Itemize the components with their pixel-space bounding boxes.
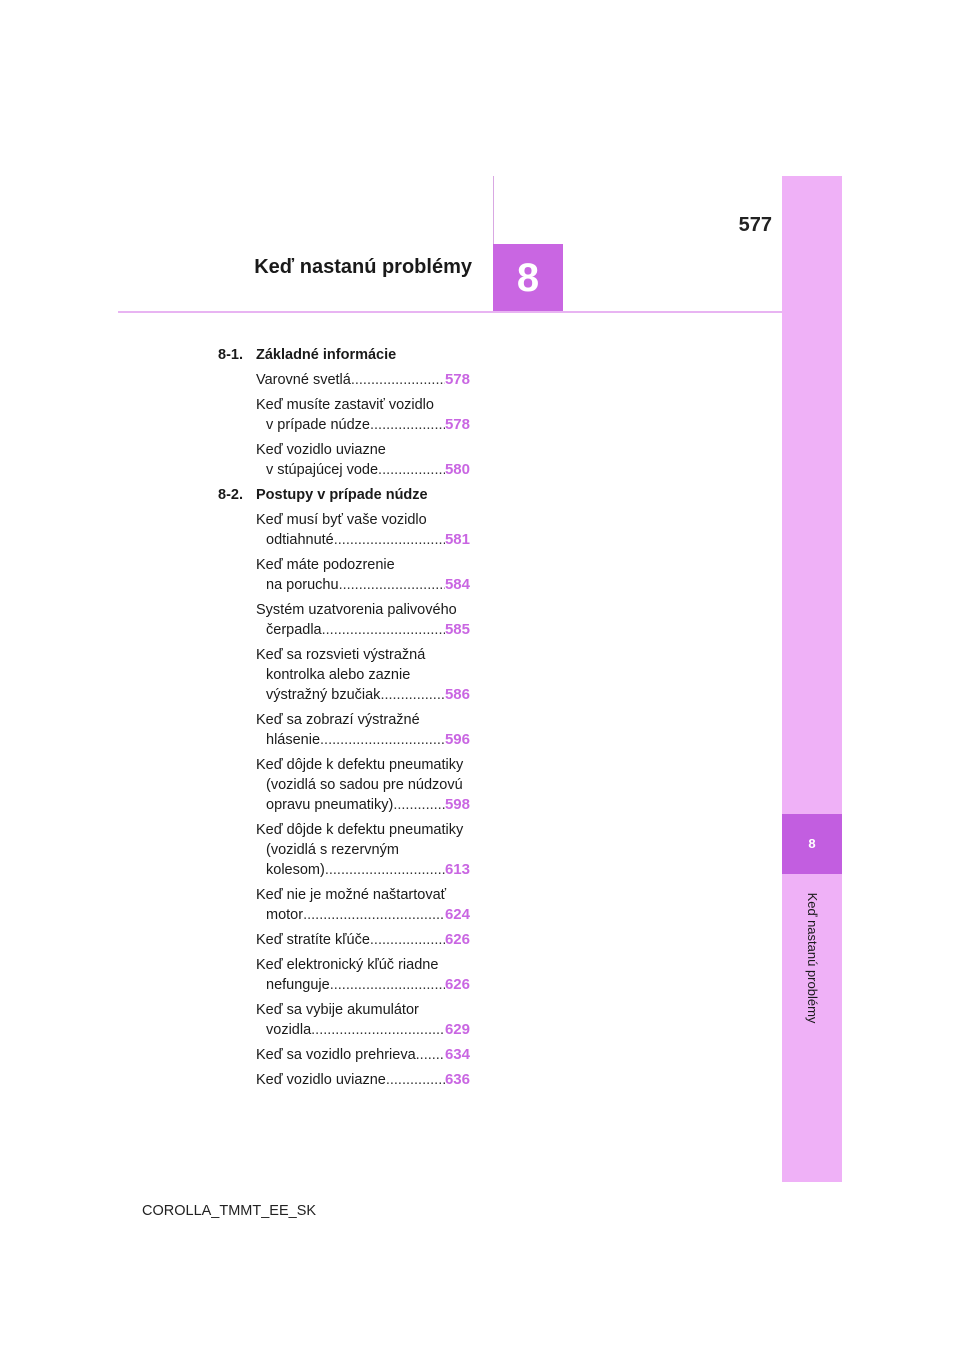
- toc-page-link[interactable]: 624: [444, 906, 470, 923]
- toc-entry-text: Keď dôjde k defektu pneumatiky: [256, 822, 464, 838]
- toc-entry-line: [256, 1070, 470, 1090]
- toc-entry-text: Systém uzatvorenia palivového: [256, 602, 457, 618]
- toc-entry-line: [256, 930, 470, 950]
- toc-entry-text: Keď sa zobrazí výstražné: [256, 712, 420, 728]
- toc-entry-text: kolesom): [266, 862, 325, 878]
- toc-entry[interactable]: [256, 955, 470, 995]
- toc-entry-line: [256, 795, 470, 815]
- toc-entry-text: Keď stratíte kľúče: [256, 932, 370, 948]
- toc-page-link[interactable]: 636: [444, 1071, 470, 1088]
- dot-leader: [322, 620, 445, 640]
- toc-entry-line: [256, 460, 470, 480]
- toc-entry-line: [256, 395, 470, 415]
- toc-entry-line: [256, 1000, 470, 1020]
- toc-entry-line: [256, 510, 470, 530]
- toc-entry-text: nefunguje: [266, 977, 330, 993]
- toc-entry[interactable]: [256, 1070, 470, 1090]
- page-number: 577: [738, 214, 772, 236]
- toc-entry[interactable]: [256, 645, 470, 705]
- toc-entry-text: Keď elektronický kľúč riadne: [256, 957, 439, 973]
- toc-entry-text: vozidla: [266, 1022, 312, 1038]
- header-divider-line: [493, 176, 494, 244]
- dot-leader: [386, 1070, 445, 1090]
- toc-entry-text: odtiahnuté: [266, 532, 334, 548]
- toc-entry-line: [256, 885, 470, 905]
- side-tab-label: Keď nastanú problémy: [805, 892, 820, 1024]
- toc-page-link[interactable]: 585: [444, 621, 470, 638]
- toc-entry-text: motor: [266, 907, 304, 923]
- toc-entry-line: [256, 645, 470, 665]
- dot-leader: [339, 575, 445, 595]
- toc-entry-text: Keď musíte zastaviť vozidlo: [256, 397, 434, 413]
- toc-entry-line: [256, 820, 470, 840]
- toc-entry-line: [256, 1045, 470, 1065]
- section-number: 8-1.: [218, 347, 243, 363]
- toc-entry-line: [256, 555, 470, 575]
- toc-entry-line: [256, 665, 470, 685]
- toc-page-link[interactable]: 634: [444, 1046, 470, 1063]
- toc-page-link[interactable]: 586: [444, 686, 470, 703]
- toc-entry-line: [256, 955, 470, 975]
- toc-entry-text: Keď sa vozidlo prehrieva: [256, 1047, 416, 1063]
- toc-entry[interactable]: [256, 885, 470, 925]
- toc-entry-line: [256, 1020, 470, 1040]
- dot-leader: [334, 530, 445, 550]
- dot-leader: [380, 685, 445, 705]
- section-title: Postupy v prípade núdze: [256, 487, 428, 503]
- toc-entry-line: [256, 755, 470, 775]
- toc-entry-line: [256, 685, 470, 705]
- toc-entry[interactable]: [256, 820, 470, 880]
- toc-entry-line: [256, 370, 470, 390]
- toc-entry[interactable]: [256, 755, 470, 815]
- dot-leader: [370, 930, 445, 950]
- toc-entry-text: opravu pneumatiky): [266, 797, 394, 813]
- toc-entry-text: (vozidlá s rezervným: [266, 842, 399, 858]
- toc-entry[interactable]: [256, 370, 470, 390]
- toc-entry-text: výstražný bzučiak: [266, 687, 381, 703]
- toc-entry[interactable]: [256, 1000, 470, 1040]
- toc-entry-text: Keď sa vybije akumulátor: [256, 1002, 419, 1018]
- toc-entry[interactable]: [256, 710, 470, 750]
- section-heading: [218, 345, 470, 365]
- toc-entry-line: [256, 440, 470, 460]
- toc-page-link[interactable]: 584: [444, 576, 470, 593]
- dot-leader: [378, 460, 445, 480]
- toc-entry-line: [256, 860, 470, 880]
- toc-entry-line: [256, 840, 470, 860]
- dot-leader: [320, 730, 445, 750]
- toc-entry-text: hlásenie: [266, 732, 321, 748]
- toc-entry[interactable]: [256, 395, 470, 435]
- toc-page-link[interactable]: 613: [444, 861, 470, 878]
- dot-leader: [311, 1020, 445, 1040]
- toc-entry-text: Keď dôjde k defektu pneumatiky: [256, 757, 464, 773]
- toc-page-link[interactable]: 580: [444, 461, 470, 478]
- toc-page-link[interactable]: 581: [444, 531, 470, 548]
- chapter-title: Keď nastanú problémy: [254, 256, 472, 278]
- toc-page-link[interactable]: 596: [444, 731, 470, 748]
- toc-entry-text: v stúpajúcej vode: [266, 462, 379, 478]
- dot-leader: [370, 415, 445, 435]
- header-rule: [118, 311, 782, 313]
- toc-page-link[interactable]: 626: [444, 976, 470, 993]
- toc-entry-text: Keď vozidlo uviazne: [256, 442, 386, 458]
- toc-page-link[interactable]: 626: [444, 931, 470, 948]
- toc-entry-text: Keď nie je možné naštartovať: [256, 887, 447, 903]
- dot-leader: [303, 905, 445, 925]
- toc-entry-line: [256, 710, 470, 730]
- dot-leader: [351, 370, 445, 390]
- dot-leader: [416, 1045, 445, 1065]
- toc-page-link[interactable]: 578: [444, 371, 470, 388]
- toc-page-link[interactable]: 629: [444, 1021, 470, 1038]
- toc-entry-text: Keď sa rozsvieti výstražná: [256, 647, 426, 663]
- toc-entry[interactable]: [256, 555, 470, 595]
- dot-leader: [325, 860, 445, 880]
- toc-entry-line: [256, 905, 470, 925]
- section-heading: [218, 485, 470, 505]
- footer-doc-id: COROLLA_TMMT_EE_SK: [142, 1203, 317, 1219]
- dot-leader: [393, 795, 445, 815]
- toc-entry-line: [256, 730, 470, 750]
- toc-entry-line: [256, 620, 470, 640]
- toc-entry[interactable]: [256, 930, 470, 950]
- dot-leader: [330, 975, 445, 995]
- toc-entry-text: Keď máte podozrenie: [256, 557, 395, 573]
- toc-entry-text: (vozidlá so sadou pre núdzovú: [266, 777, 463, 793]
- section-number: 8-2.: [218, 487, 243, 503]
- toc-page-link[interactable]: 578: [444, 416, 470, 433]
- toc-entry[interactable]: [256, 510, 470, 550]
- toc-entry-text: na poruchu: [266, 577, 339, 593]
- toc-entry-line: [256, 530, 470, 550]
- toc-entry-text: Keď musí byť vaše vozidlo: [256, 512, 427, 528]
- toc-entry[interactable]: [256, 440, 470, 480]
- toc-entry-text: Keď vozidlo uviazne: [256, 1072, 386, 1088]
- toc-page-link[interactable]: 598: [444, 796, 470, 813]
- toc-entry-line: [256, 975, 470, 995]
- table-of-contents: [218, 345, 470, 1095]
- toc-entry-text: čerpadla: [266, 622, 322, 638]
- section-title: Základné informácie: [256, 347, 397, 363]
- toc-entry-line: [256, 575, 470, 595]
- toc-entry-line: [256, 415, 470, 435]
- toc-entry-text: kontrolka alebo zaznie: [266, 667, 411, 683]
- toc-entry-text: v prípade núdze: [266, 417, 370, 433]
- toc-entry-text: Varovné svetlá: [256, 372, 351, 388]
- toc-entry[interactable]: [256, 1045, 470, 1065]
- toc-entry-line: [256, 775, 470, 795]
- chapter-number-box: 8: [493, 244, 563, 312]
- side-tab-number[interactable]: 8: [782, 814, 842, 874]
- toc-entry-line: [256, 600, 470, 620]
- toc-entry[interactable]: [256, 600, 470, 640]
